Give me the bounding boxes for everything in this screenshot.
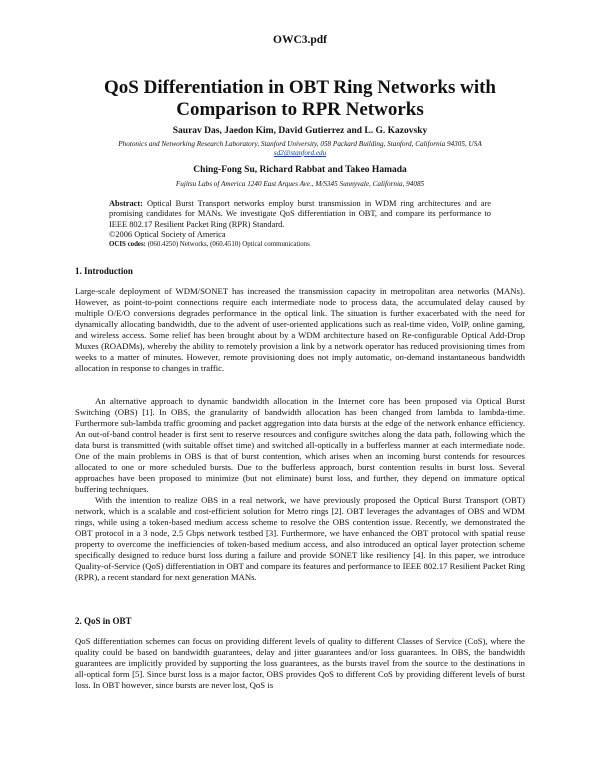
affiliation-2: Fujitsu Labs of America 1240 East Arques Ave., M/S345 Sunnyvale, California, 94085: [175, 180, 425, 188]
copyright-text: ©2006 Optical Society of America: [109, 229, 226, 239]
title-line-2: Comparison to RPR Networks: [176, 99, 424, 120]
abstract-block: [109, 199, 491, 249]
intro-paragraph-3: With the intention to realize OBS in a real network, we have previously proposed the Optical Burst Transport (OBT) network, which is a scalable and cost-efficient solution for Metro rings [2]. OBT leverages the advantages of OBS and WDM rings, while using a token-based medium access scheme to resolve the OBS contention issue. Recently, we demonstrated the OBT protocol in a 3 node, 2.5 Gbps network testbed [3]. Furthermore, we have enhanced the OBT protocol with spatial reuse property to overcome the inefficiencies of token-based medium access, and also introduced an optical layer protection scheme specifically designed to reduce burst loss during a failure and provide SONET like resiliency [4]. In this paper, we introduce Quality-of-Service (QoS) differentiation in OBT and compare its features and performance to IEEE 802.17 Resilient Packet Ring (RPR), a recent standard for next generation MANs.: [75, 495, 525, 583]
author-list-2: Ching-Fong Su, Richard Rabbat and Takeo Hamada: [193, 165, 407, 175]
email-line: [60, 149, 540, 158]
ocis-label: OCIS codes:: [109, 241, 146, 249]
qos-paragraph-1: QoS differentiation schemes can focus on providing different levels of quality to different Classes of Service (CoS), where the quality could be based on bandwidth guarantees, delay and jitter guarantees and/or loss guarantees. In OBS, the bandwidth guarantees are implicitly provided by supporting the loss guarantees, as the bursts travel from the source to the destinations in all-optical form [5]. Since burst loss is a major factor, OBS provides QoS to different CoS by providing different levels of burst loss. In OBT however, since bursts are never lost, QoS is: [75, 636, 525, 691]
intro-paragraph-2: An alternative approach to dynamic bandwidth allocation in the Internet core has been proposed via Optical Burst Switching (OBS) [1]. In OBS, the granularity of bandwidth allocation has been changed from lambda to lambda-time. Furthermore sub-lambda traffic grooming and packet aggregation into data bursts at the edge of the network enhance efficiency. An out-of-band control header is first sent to reserve resources and configure switches along the data path, following which the data burst is transmitted (with suitable offset time) and switched all-optically in a bufferless manner at each intermediate node. One of the main problems in OBS is that of burst contention, which arises when an incoming burst contends for resources allocated to one or more scheduled bursts. Due to the bufferless approach, burst contention results in burst loss. Several approaches have been proposed to minimize (but not eliminate) burst loss, and further, they depend on immature optical buffering techniques.: [75, 396, 525, 495]
ocis-line: [109, 240, 491, 249]
section-heading-introduction: 1. Introduction: [75, 266, 133, 276]
document-id-header: OWC3.pdf: [273, 34, 327, 46]
author-list-1: Saurav Das, Jaedon Kim, David Gutierrez and L. G. Kazovsky: [172, 126, 428, 136]
paper-title: [60, 77, 540, 121]
abstract-label: Abstract:: [109, 199, 143, 208]
abstract-body: [109, 199, 491, 230]
title-line-1: QoS Differentiation in OBT Ring Networks with: [104, 77, 496, 98]
section-heading-qos-in-obt: 2. QoS in OBT: [75, 616, 132, 626]
abstract-text: Optical Burst Transport networks employ burst transmission in WDM ring architectures and are promising candidates for MANs. We investigate QoS differentiation in OBT, and compare its performance to IEEE 802.17 Resilient Packet Ring (RPR) Standard.: [109, 199, 491, 229]
author-email-link[interactable]: sd2@stanford.edu: [273, 149, 327, 157]
copyright-line: [109, 230, 491, 240]
intro-paragraph-1: Large-scale deployment of WDM/SONET has increased the transmission capacity in metropolitan area networks (MANs). However, as point-to-point connections require each intermediate node to process data, the accumulated delay caused by multiple O/E/O conversions degrades performance in the optical link. The situation is further exacerbated with the need for dynamically allocating bandwidth, due to the advent of user-oriented applications such as real-time video, VoIP, online gaming, and wireless access. Some relief has been brought about by a WDM architecture based on Re-configurable Optical Add-Drop Muxes (ROADMs), whereby the ability to remotely provision a link by a network operator has reduced provisioning times from weeks to a matter of minutes. However, remote provisioning does not imply automatic, on-demand instantaneous bandwidth allocation in response to changes in traffic.: [75, 286, 525, 374]
affiliation-1: Photonics and Networking Research Laboratory, Stanford University, 058 Packard Building, Stanford, California 94305, USA: [118, 140, 482, 148]
ocis-text: (060.4250) Networks, (060.4510) Optical communications: [147, 241, 310, 249]
